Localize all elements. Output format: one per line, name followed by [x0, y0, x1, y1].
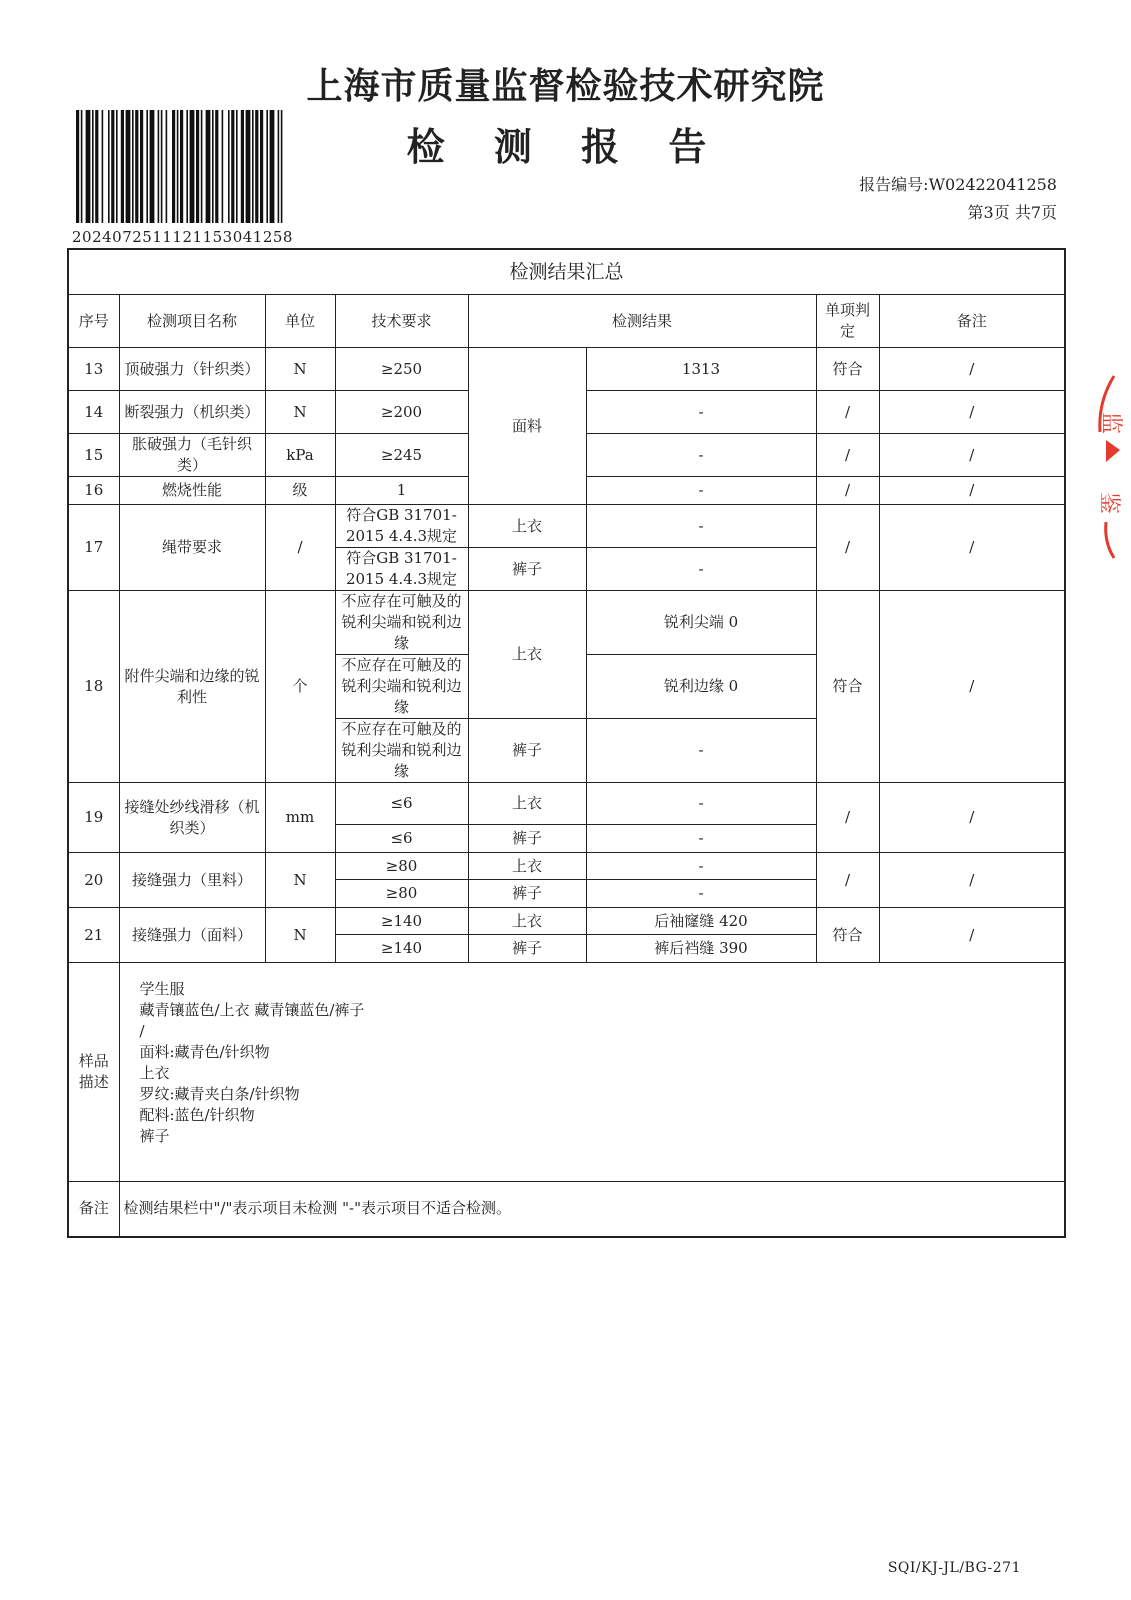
sample-line: 罗纹:藏青夹白条/针织物: [139, 1085, 300, 1103]
row-result: 后袖窿缝 420: [586, 908, 816, 935]
row-result: 1313: [586, 348, 816, 391]
row-part: 上衣: [468, 853, 586, 880]
row-remark: /: [879, 783, 1065, 853]
table-row: [68, 348, 1065, 391]
row-result: -: [586, 391, 816, 434]
row-judgement: /: [816, 477, 879, 505]
results-table: [67, 248, 1066, 1238]
row-part: 裤子: [468, 935, 586, 963]
table-row: [68, 853, 1065, 880]
table-row: [68, 591, 1065, 655]
row-item-name: 绳带要求: [119, 505, 265, 591]
row-unit: /: [265, 505, 335, 591]
sample-line: 学生服: [139, 980, 185, 998]
row-judgement: 符合: [816, 348, 879, 391]
sample-line: 面料:藏青色/针织物: [139, 1043, 270, 1061]
row-unit: kPa: [265, 434, 335, 477]
row-result: -: [586, 719, 816, 783]
row-requirement: ≥140: [335, 908, 468, 935]
note-text: 检测结果栏中"/"表示项目未检测 "-"表示项目不适合检测。: [119, 1182, 1065, 1237]
row-part: 裤子: [468, 825, 586, 853]
row-result: -: [586, 505, 816, 548]
row-requirement: ≥200: [335, 391, 468, 434]
row-item-name: 顶破强力（针织类）: [119, 348, 265, 391]
row-part: 裤子: [468, 548, 586, 591]
row-requirement: 不应存在可触及的锐利尖端和锐利边缘: [335, 719, 468, 783]
row-remark: /: [879, 477, 1065, 505]
row-item-name: 接缝处纱线滑移（机织类）: [119, 783, 265, 853]
row-item-name: 胀破强力（毛针织类）: [119, 434, 265, 477]
col-header-unit: 单位: [265, 295, 335, 348]
row-no: 13: [68, 348, 119, 391]
row-unit: N: [265, 853, 335, 908]
row-part: 面料: [468, 348, 586, 505]
col-header-result: 检测结果: [468, 295, 816, 348]
col-header-judgement: 单项判定: [816, 295, 879, 348]
row-part: 裤子: [468, 880, 586, 908]
sample-line: 藏青镶蓝色/上衣 藏青镶蓝色/裤子: [139, 1001, 365, 1019]
row-judgement: /: [816, 391, 879, 434]
row-result: 裤后裆缝 390: [586, 935, 816, 963]
row-no: 20: [68, 853, 119, 908]
table-row: [68, 908, 1065, 935]
row-requirement: 不应存在可触及的锐利尖端和锐利边缘: [335, 655, 468, 719]
note-label: 备注: [68, 1182, 119, 1237]
row-no: 19: [68, 783, 119, 853]
row-part: 上衣: [468, 783, 586, 825]
svg-text:鉴: 鉴: [1096, 492, 1121, 515]
row-requirement: 符合GB 31701-2015 4.4.3规定: [335, 505, 468, 548]
row-requirement: ≥80: [335, 880, 468, 908]
row-result: -: [586, 548, 816, 591]
row-no: 16: [68, 477, 119, 505]
row-requirement: ≥250: [335, 348, 468, 391]
row-requirement: ≤6: [335, 783, 468, 825]
row-no: 15: [68, 434, 119, 477]
sample-description-label: 样品描述: [68, 963, 119, 1182]
row-item-name: 燃烧性能: [119, 477, 265, 505]
row-result: -: [586, 853, 816, 880]
row-remark: /: [879, 908, 1065, 963]
sample-description-row: [68, 963, 1065, 1182]
form-code: SQI/KJ-JL/BG-271: [887, 1560, 1021, 1576]
row-part: 上衣: [468, 505, 586, 548]
report-number: 报告编号:W02422041258: [859, 175, 1057, 194]
row-requirement: ≤6: [335, 825, 468, 853]
row-requirement: 1: [335, 477, 468, 505]
report-title: 检 测 报 告: [406, 124, 725, 169]
sample-line: 裤子: [139, 1127, 170, 1145]
row-no: 14: [68, 391, 119, 434]
svg-text:监: 监: [1098, 412, 1123, 435]
row-unit: N: [265, 391, 335, 434]
page-info: 第3页 共7页: [967, 203, 1057, 222]
row-part: 上衣: [468, 591, 586, 719]
row-no: 17: [68, 505, 119, 591]
table-title: 检测结果汇总: [68, 249, 1065, 295]
row-item-name: 接缝强力（里料）: [119, 853, 265, 908]
row-judgement: /: [816, 434, 879, 477]
row-unit: N: [265, 908, 335, 963]
row-judgement: /: [816, 853, 879, 908]
row-requirement: 符合GB 31701-2015 4.4.3规定: [335, 548, 468, 591]
row-part: 上衣: [468, 908, 586, 935]
row-unit: 个: [265, 591, 335, 783]
col-header-item-name: 检测项目名称: [119, 295, 265, 348]
row-remark: /: [879, 853, 1065, 908]
row-requirement: 不应存在可触及的锐利尖端和锐利边缘: [335, 591, 468, 655]
row-requirement: ≥80: [335, 853, 468, 880]
col-header-no: 序号: [68, 295, 119, 348]
row-remark: /: [879, 434, 1065, 477]
row-result: 锐利尖端 0: [586, 591, 816, 655]
sample-description-content: [119, 963, 1065, 1182]
row-unit: N: [265, 348, 335, 391]
row-result: 锐利边缘 0: [586, 655, 816, 719]
row-result: -: [586, 477, 816, 505]
barcode-image: [76, 110, 284, 223]
organization-name: 上海市质量监督检验技术研究院: [306, 65, 825, 107]
red-seal-stamp: [1084, 372, 1131, 562]
row-item-name: 断裂强力（机织类）: [119, 391, 265, 434]
row-requirement: ≥245: [335, 434, 468, 477]
sample-line: 上衣: [139, 1064, 170, 1082]
row-item-name: 接缝强力（面料）: [119, 908, 265, 963]
barcode-number: 2024072511121153041258: [72, 228, 293, 246]
row-no: 21: [68, 908, 119, 963]
row-judgement: 符合: [816, 908, 879, 963]
row-judgement: /: [816, 505, 879, 591]
row-result: -: [586, 783, 816, 825]
row-remark: /: [879, 505, 1065, 591]
row-judgement: 符合: [816, 591, 879, 783]
row-remark: /: [879, 591, 1065, 783]
row-item-name: 附件尖端和边缘的锐利性: [119, 591, 265, 783]
row-remark: /: [879, 391, 1065, 434]
row-result: -: [586, 880, 816, 908]
row-no: 18: [68, 591, 119, 783]
row-result: -: [586, 434, 816, 477]
row-unit: 级: [265, 477, 335, 505]
row-remark: /: [879, 348, 1065, 391]
row-judgement: /: [816, 783, 879, 853]
sample-line: /: [139, 1022, 145, 1040]
row-part: 裤子: [468, 719, 586, 783]
col-header-remark: 备注: [879, 295, 1065, 348]
note-row: [68, 1182, 1065, 1237]
sample-line: 配料:蓝色/针织物: [139, 1106, 255, 1124]
row-result: -: [586, 825, 816, 853]
table-row: [68, 783, 1065, 825]
table-row: [68, 505, 1065, 548]
row-unit: mm: [265, 783, 335, 853]
col-header-requirement: 技术要求: [335, 295, 468, 348]
row-requirement: ≥140: [335, 935, 468, 963]
